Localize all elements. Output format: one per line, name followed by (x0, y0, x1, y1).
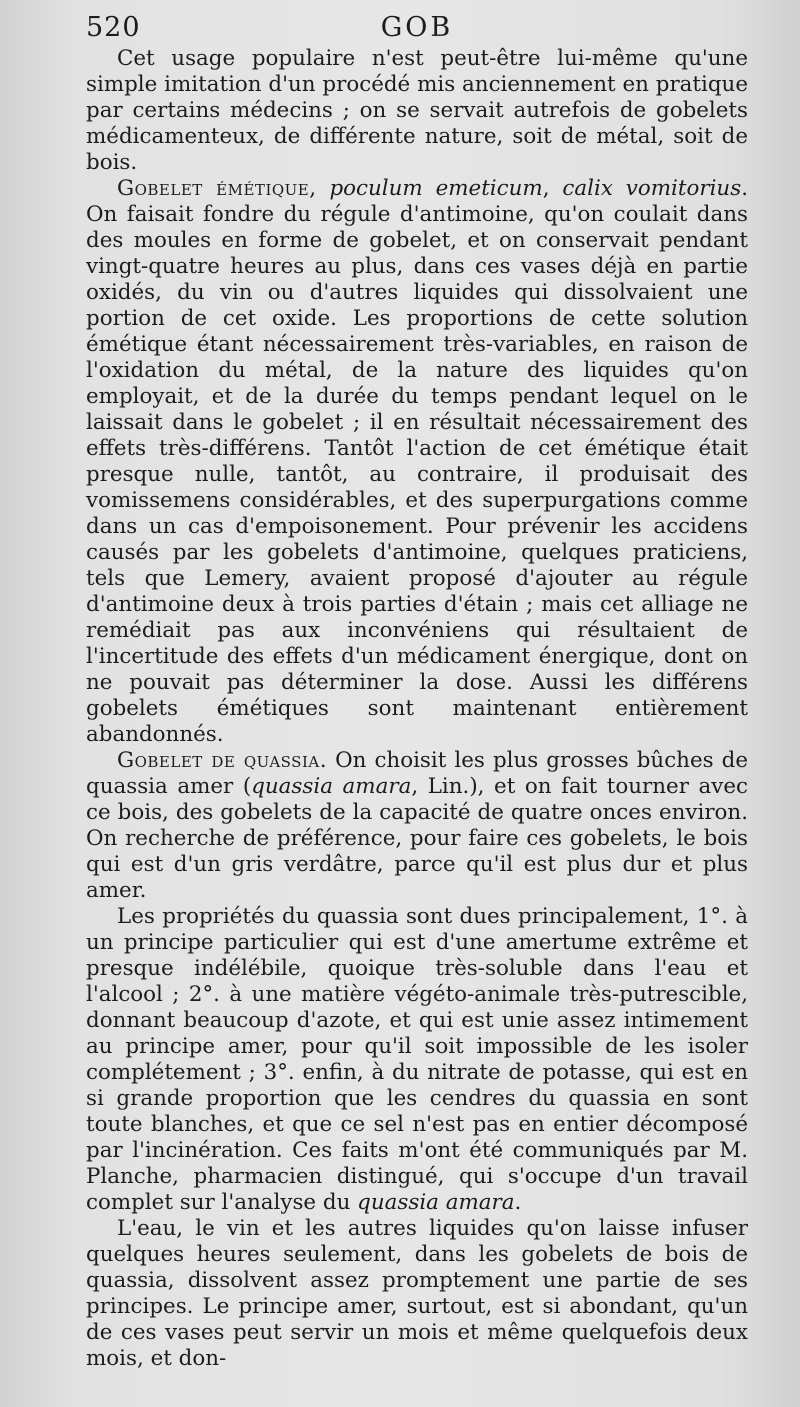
text-segment: . (514, 1190, 522, 1215)
paragraph-infusion (86, 1216, 748, 1372)
page-number: 520 (86, 12, 141, 43)
running-title: GOB (380, 12, 454, 43)
latin-term: quassia amara (251, 774, 412, 799)
paragraph-gobelet-emetique (86, 176, 748, 748)
latin-term: calix vomitorius (562, 176, 742, 201)
paragraph-text: Les propriétés du quassia sont dues principalement, 1°. à un principe particulier qui est d'une amertume extrême et presque indélébile, quoique très-soluble dans l'eau et l'alcool ; 2°. à une matière végéto-animale très-putrescible, donnant beaucoup d'azote, et qui est unie assez intimement au principe amer, pour qu'il soit impossible de les isoler complétement ; 3°. enfin, à du nitrate de potasse, qui est en si grande proportion que les cendres du quassia en sont toute blanches, et que ce sel n'est pas en entier décomposé par l'incinération. Ces faits m'ont été communiqués par M. Planche, pharmacien distingué, qui s'occupe d'un travail complet sur l'analyse du (86, 904, 748, 1215)
latin-term: poculum emeticum (329, 176, 543, 201)
text-segment: , (542, 176, 563, 201)
paragraph-intro (86, 46, 748, 176)
latin-term: quassia amara (357, 1190, 515, 1215)
paragraph-gobelet-quassia (86, 748, 748, 904)
entry-heading-gobelet-emetique: Gobelet émétique, (117, 176, 317, 201)
paragraph-text: Cet usage populaire n'est peut-être lui-même qu'une simple imitation d'un procédé mis anciennement en pratique par certains médecins ; on se servait autrefois de gobelets médicamenteux, de différente nature, soit de métal, soit de bois. (86, 46, 748, 175)
paragraph-text: L'eau, le vin et les autres liquides qu'on laisse infuser quelques heures seulement, dans les gobelets de bois de quassia, dissolvent assez promptement une partie de ses principes. Le principe amer, surtout, est si abondant, qu'un de ces vases peut servir un mois et même quelquefois deux mois, et don- (86, 1216, 748, 1371)
paragraph-text: , Lin.), et on fait tourner avec ce bois, des gobelets de la capacité de quatre onces environ. On recherche de préférence, pour faire ces gobelets, le bois qui est d'un gris verdâtre, parce qu'il est plus dur et plus amer. (86, 774, 748, 903)
text-column (86, 46, 748, 1372)
text-segment: On choisit les plus grosses bûches de quassia amer ( (86, 748, 748, 799)
paragraph-proprietes-quassia (86, 904, 748, 1216)
text-segment (317, 176, 330, 201)
entry-heading-gobelet-quassia: Gobelet de quassia. (117, 748, 328, 773)
paragraph-text: . On faisait fondre du régule d'antimoine, qu'on coulait dans des moules en forme de gobelet, et on conservait pendant vingt-quatre heures au plus, dans ces vases déjà en partie oxidés, du vin ou d'autres liquides qui dissolvaient une portion de cet oxide. Les proportions de cette solution émétique étant nécessairement très-variables, en raison de l'oxidation du métal, de la nature des liquides qu'on employait, et de la durée du temps pendant lequel on le laissait dans le gobelet ; il en résultait nécessairement des effets très-différens. Tantôt l'action de cet émétique était presque nulle, tantôt, au contraire, il produisait des vomissemens considérables, et des superpurgations comme dans un cas d'empoisonement. Pour prévenir les accidens causés par les gobelets d'antimoine, quelques praticiens, tels que Lemery, avaient proposé d'ajouter au régule d'antimoine deux à trois parties d'étain ; mais cet alliage ne remédiait pas aux inconvéniens qui résultaient de l'incertitude des effets d'un médicament énergique, dont on ne pouvait pas déterminer la dose. Aussi les différens gobelets émétiques sont maintenant entièrement abandonnés. (86, 176, 748, 747)
